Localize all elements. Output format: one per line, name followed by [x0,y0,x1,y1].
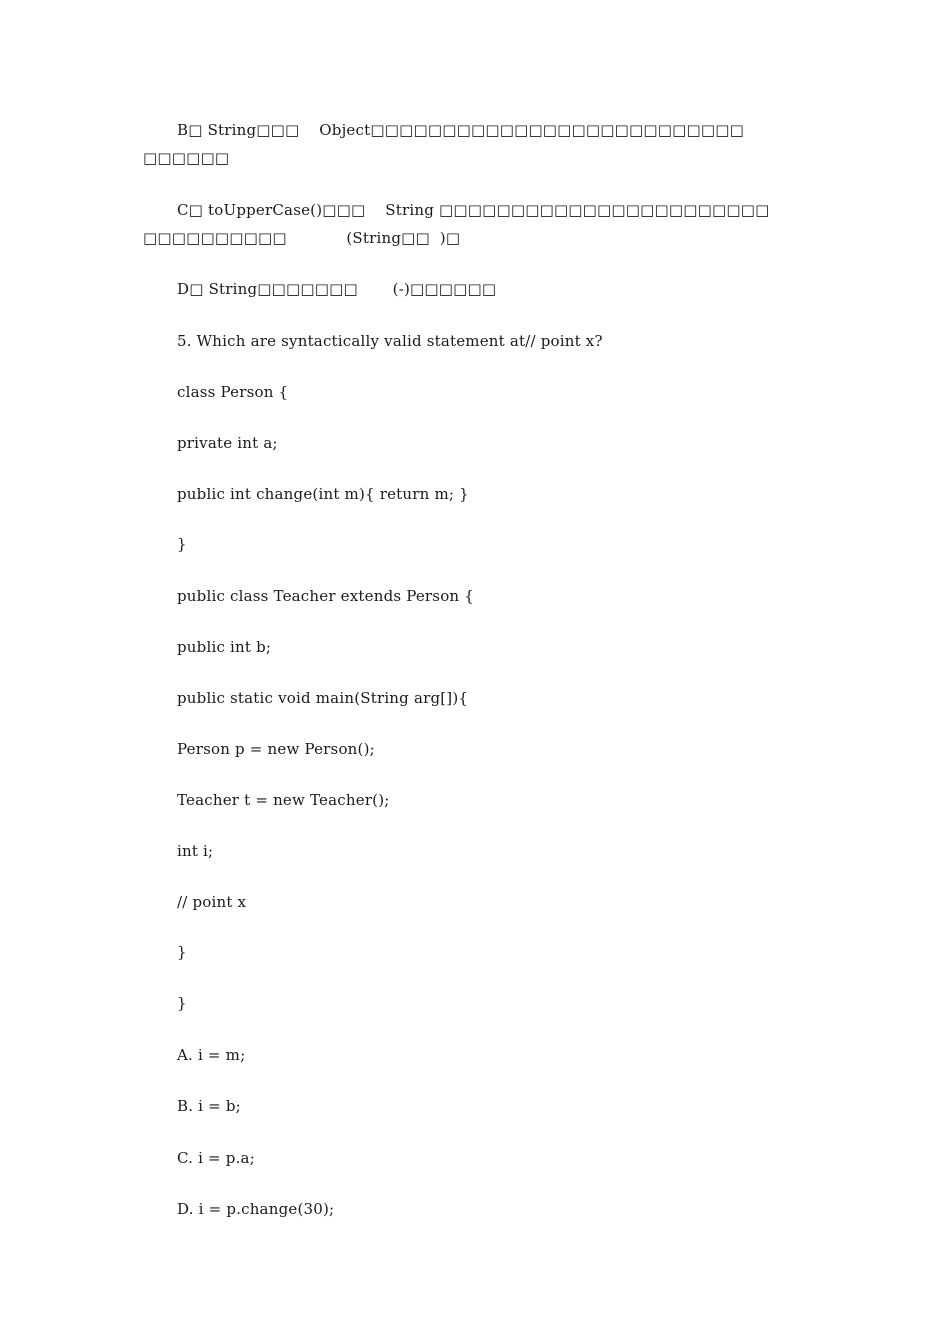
code-comment-line: // point x [177,893,247,911]
option-b-note-line-1: B□ String□□□ Object□□□□□□□□□□□□□□□□□□□□□□□□□□ [177,121,745,139]
question-title: 5. Which are syntactically valid statement at// point x? [177,332,603,350]
option-b-note-line-2: □□□□□□ [143,149,230,167]
code-line: public int b; [177,638,272,656]
code-line: Teacher t = new Teacher(); [177,791,390,809]
code-line: } [177,535,187,553]
option-c-note-line-1: C□ toUpperCase()□□□ String □□□□□□□□□□□□□□□□□□□□□□□ [177,201,770,219]
code-line: } [177,943,187,961]
code-line: } [177,994,187,1012]
code-line: public static void main(String arg[]){ [177,689,469,707]
code-line: private int a; [177,434,278,452]
option-c-note-line-2: □□□□□□□□□□ (String□□ )□ [143,229,461,247]
code-line: class Person { [177,383,289,401]
answer-option-c: C. i = p.a; [177,1149,255,1167]
code-line: int i; [177,842,214,860]
answer-option-d: D. i = p.change(30); [177,1200,335,1218]
answer-option-a: A. i = m; [177,1046,246,1064]
answer-option-b: B. i = b; [177,1097,241,1115]
option-d-note-line-1: D□ String□□□□□□□ (-)□□□□□□ [177,280,497,298]
code-line: Person p = new Person(); [177,740,375,758]
code-line: public int change(int m){ return m; } [177,485,469,503]
code-line: public class Teacher extends Person { [177,587,475,605]
